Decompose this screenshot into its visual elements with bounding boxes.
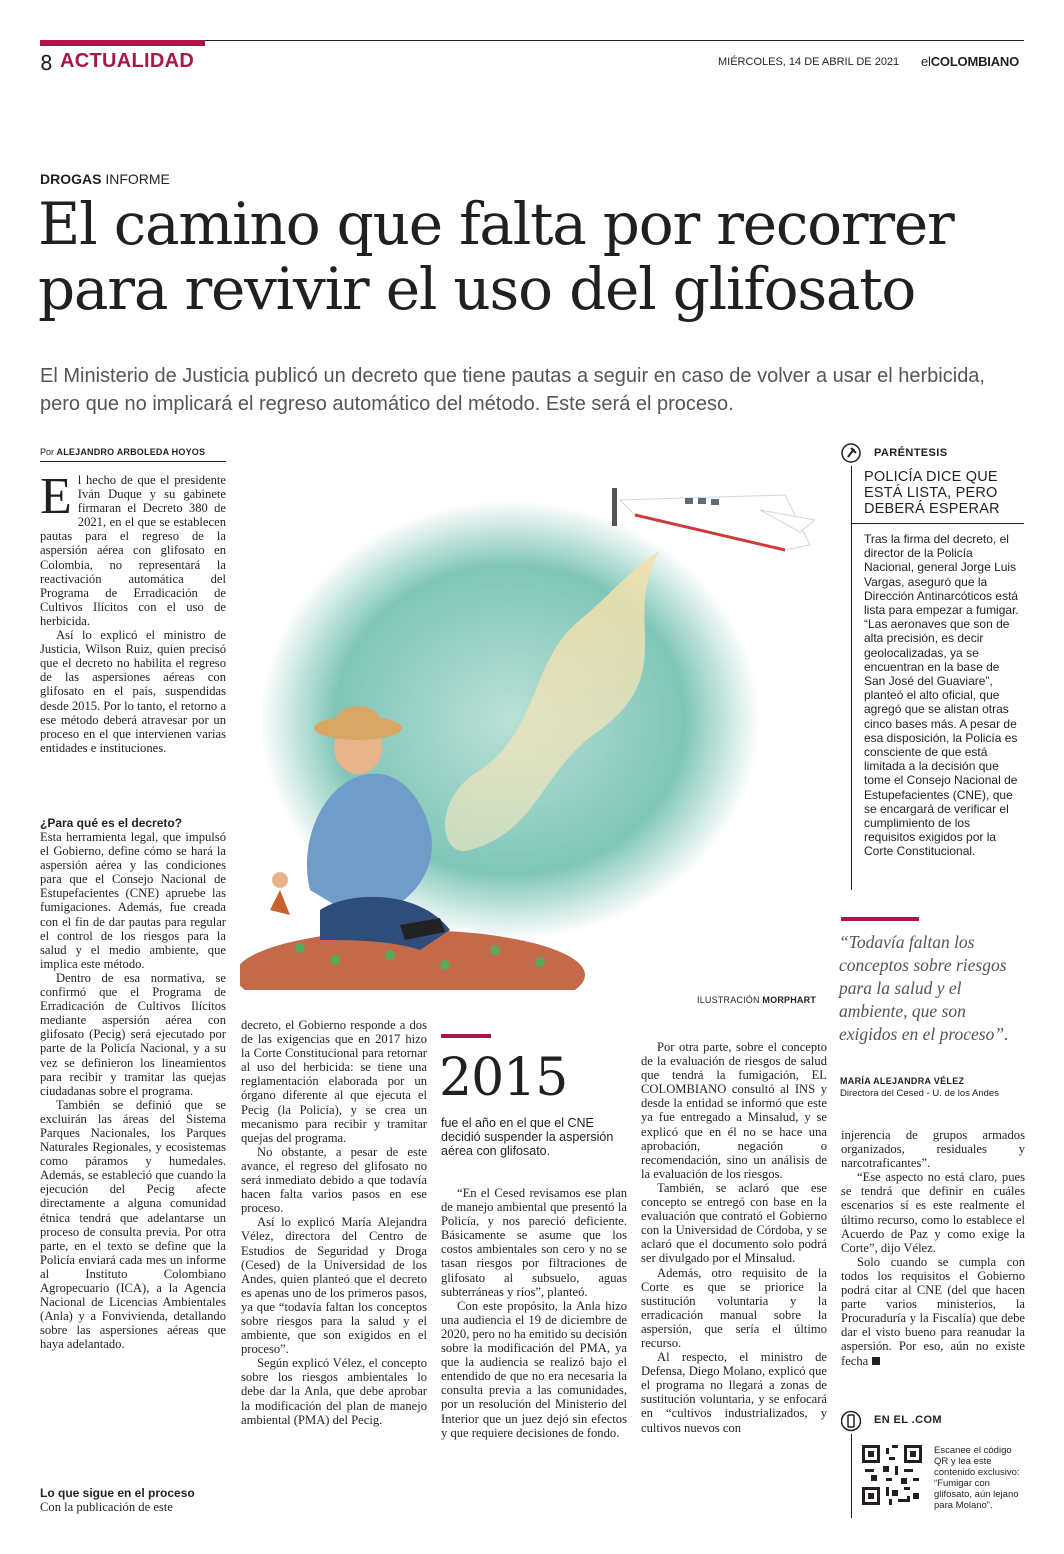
paragraph: Además, otro requisito de la Corte es que se priorice la sustitución voluntaria y la erradicación manual sobre la aspersión, que sería el último recurso. — [641, 1265, 827, 1350]
drop-cap: E — [40, 468, 72, 525]
kicker — [40, 171, 170, 187]
paragraph: No obstante, a pesar de este avance, el regreso del glifosato no será inmediato debido a que todavía hacen falta varios pasos en ese proceso. — [241, 1144, 427, 1216]
paragraph: “Ese aspecto no está claro, pues se tendrá que definir en cuáles escenarios sí es este realmente el último recurso, como lo establece el Acuerdo de Paz y como exige la Corte”, dijo Vélez. — [841, 1170, 1025, 1255]
paragraph-text: l hecho de que el presidente Iván Duque y su gabinete firmaran el Decreto 380 de 2021, en el que se establecen pautas para el regreso de la aspersión aérea con glifosato en Colombia, no representará la reactivación automática del Programa de Erradicación de Cultivos Ilícitos con el uso de herbicida. — [40, 473, 226, 628]
online-rule — [851, 1434, 852, 1518]
paragraph — [40, 468, 226, 628]
stat-number: 2015 — [439, 1048, 568, 1108]
pin-icon — [841, 443, 861, 463]
online-label: EN EL .COM — [874, 1414, 942, 1426]
deck: El Ministerio de Justicia publicó un decreto que tiene pautas a seguir en caso de volver a usar el herbicida, pero que no implicará el regreso automático del método. Este será el proceso. — [40, 365, 985, 415]
paragraph: “En el Cesed revisamos ese plan de manejo ambiental que presentó la Policía, y nos pareció deficiente. Básicamente se asume que los costos ambientales son cero y no se tasan riesgos por filtraciones de glifosato al subsuelo, aguas subterráneas y ríos”, planteó. — [441, 1186, 627, 1299]
sidebar-title: POLICÍA DICE QUE ESTÁ LISTA, PERO DEBERÁ ESPERAR — [864, 469, 1000, 517]
quote-author-role: Directora del Cesed - U. de los Andes — [840, 1088, 999, 1099]
brand-name: COLOMBIANO — [930, 54, 1019, 69]
paragraph: Dentro de esa normativa, se confirmó que el Programa de Erradicación de Cultivos Ilícitos mediante aspersión aérea con glifosato (Pecig) será ejecutado por parte de la Policía Nacional, y a su vez se definieron los lineamientos para recibir y tramitar las quejas ciudadanas sobre el programa. — [40, 970, 226, 1098]
paragraph: Con la publicación de este — [40, 1500, 173, 1514]
illustration-farmer-plane — [240, 470, 828, 990]
quote-accent-bar — [841, 917, 919, 921]
paragraph: decreto, el Gobierno responde a dos de las exigencias que en 2017 hizo la Corte Constitucional para retornar al uso del herbicida: se tiene una reglamentación elaborada por un órgano diferente al que ejecuta el Pecig (la Policía), y se crea un mecanismo para recibir y tramitar quejas del programa. — [241, 1018, 427, 1145]
paragraph: Así lo explicó María Alejandra Vélez, directora del Centro de Estudios de Seguridad y Droga (Cesed) de la Universidad de los Andes, quien planteó que el decreto es apenas uno de los primeros pasos, ya que “todavía faltan los conceptos sobre riesgos para la salud y el ambiente, que son exigidos en el proceso”. — [241, 1215, 427, 1357]
section-accent-bar — [40, 40, 205, 46]
subhead: ¿Para qué es el decreto? — [40, 816, 183, 830]
paragraph — [841, 1255, 1025, 1368]
paragraph: Así lo explicó el ministro de Justicia, Wilson Ruiz, quien precisó que el decreto no habilita el regreso de las aspersiones aéreas con glifosato en el país, suspendidas desde 2015. Por lo tanto, el retorno a ese método deberá atravesar por un proceso en el que intervienen varias entidades e instituciones. — [40, 628, 226, 755]
paragraph: injerencia de grupos armados organizados, residuales y narcotraficantes”. — [841, 1128, 1025, 1171]
column-2 — [241, 1018, 427, 1427]
sidebar-text: Tras la firma del decreto, el director de la Policía Nacional, general Jorge Luis Vargas, aseguró que la Dirección Antinarcóticos está lista para empezar a fumigar. “Las aeronaves que son de alta precisión, es decir geolocalizadas, ya se encuentran en la base de San José del Guaviare”, planteó el alto oficial, que agregó que se alistan otras cinco bases más. A pesar de esa disposición, la Policía es consciente de que está limitada a la decisión que tome el Consejo Nacional de Estupefacientes (CNE), que se encargará de verificar el cumplimiento de los requisitos exigidos por la Corte Constitucional. — [864, 532, 1019, 859]
paragraph: Por otra parte, sobre el concepto de la evaluación de riesgos de salud que tendrá la fumigación, EL COLOMBIANO consultó al INS y desde la entidad se informó que este ya fue entregado a Minsalud, y se explicó que en él no se hace una aprobación, negación o recomendación, sino un análisis de la evaluación de los riesgos. — [641, 1040, 827, 1181]
brand-prefix: el — [921, 54, 931, 69]
edition-date: MIÉRCOLES, 14 DE ABRIL DE 2021 — [718, 56, 900, 68]
end-mark-icon — [872, 1357, 880, 1365]
column-4 — [641, 1040, 827, 1435]
section-name: ACTUALIDAD — [60, 50, 195, 72]
column-1-end — [40, 1486, 226, 1514]
qr-code-icon[interactable] — [862, 1445, 922, 1505]
byline — [40, 447, 226, 462]
paragraph: Esta herramienta legal, que impulsó el Gobierno, define cómo se hará la aspersión aérea y las condiciones para que el Consejo Nacional de Estupefacientes (CNE) apruebe las fumigaciones. Además, fue creada con el fin de dar pautas para regular el control de los riesgos para la salud y el medio ambiente, que implica este método. — [40, 830, 226, 971]
sidebar-rule — [851, 466, 852, 890]
kicker-topic: DROGAS — [40, 171, 102, 187]
credit-prefix: ILUSTRACIÓN — [697, 995, 760, 1005]
online-text: Escanee el código QR y lea este contenido exclusivo: “Fumigar con glifosato, aún lejano para Molano”. — [934, 1445, 1020, 1511]
column-5 — [841, 1128, 1025, 1368]
byline-author: ALEJANDRO ARBOLEDA HOYOS — [56, 447, 206, 457]
credit-name: MORPHART — [762, 995, 817, 1005]
byline-prefix: Por — [40, 447, 55, 457]
page-number: 8 — [40, 51, 53, 75]
paragraph: Con este propósito, la Anla hizo una audiencia el 19 de diciembre de 2020, pero no ha emitido su decisión sobre la modificación del PMA, ya que la audiencia se realizó bajo el entendido de que no era necesaria la consulta previa a las comunidades, por un resolución del Ministerio del Interior que un juez dejó sin efectos y que requiere decisiones de fondo. — [441, 1298, 627, 1440]
subhead: Lo que sigue en el proceso — [40, 1486, 195, 1500]
quote-author: MARÍA ALEJANDRA VÉLEZ — [840, 1076, 965, 1086]
mobile-icon — [841, 1410, 861, 1432]
sidebar-label: PARÉNTESIS — [874, 447, 948, 459]
stat-caption: fue el año en el que el CNE decidió suspender la aspersión aérea con glifosato. — [441, 1116, 614, 1158]
paragraph: Según explicó Vélez, el concepto sobre los riesgos ambientales lo debe dar la Anla, que debe aprobar la modificación del plan de manejo ambiental (PMA) del Pecig. — [241, 1356, 427, 1427]
paragraph: También se definió que se excluirán las áreas del Sistema Parques Nacionales, los Parques Naturales Regionales, y ecosistemas como páramos y humedales. Además, se estableció que cuando la ejecución del Pecig afecte directamente a alguna comunidad étnica tendrá que adelantarse un proceso de consulta previa. Por otra parte, en el texto se define que la Policía enviará cada mes un informe al Instituto Colombiano Agropecuario (ICA), a la Agencia Nacional de Licencias Ambientales (Anla) y a Fonvivienda, detallando sobre las aspersiones aéreas que haya adelantado. — [40, 1097, 226, 1352]
pull-quote: “Todavía faltan los conceptos sobre riesgos para la salud y el ambiente, que son exigidos en el proceso”. — [839, 932, 1009, 1044]
column-3 — [441, 1186, 627, 1440]
kicker-type: INFORME — [105, 171, 170, 187]
paragraph-text: Solo cuando se cumpla con todos los requisitos el Gobierno podrá citar al CNE (del que hacen parte varios ministerios, la Procuraduría y la Fiscalía) que debe dar el visto bueno para reanudar la aspersión. Por eso, aún no existe fecha — [841, 1254, 1025, 1368]
paragraph: También, se aclaró que ese concepto se entregó con base en la evaluación que contrató el Gobierno con la Universidad de Córdoba, y se aclaró que el documento solo podrá ser divulgado por el Minsalud. — [641, 1180, 827, 1266]
column-1-continued — [40, 816, 226, 1351]
illustration-credit — [697, 995, 816, 1005]
column-1 — [40, 468, 226, 755]
paragraph: Al respecto, el ministro de Defensa, Diego Molano, explicó que el programa no llegará a zonas de sustitución voluntaria, y se enfocará en “cultivos industrializados, y cultivos nuevos con — [641, 1350, 827, 1435]
newspaper-brand — [921, 54, 1019, 69]
sidebar-title-rule — [851, 523, 1024, 524]
stat-accent-bar — [441, 1034, 491, 1038]
headline: El camino que falta por recorrer para revivir el uso del glifosato — [38, 190, 954, 323]
